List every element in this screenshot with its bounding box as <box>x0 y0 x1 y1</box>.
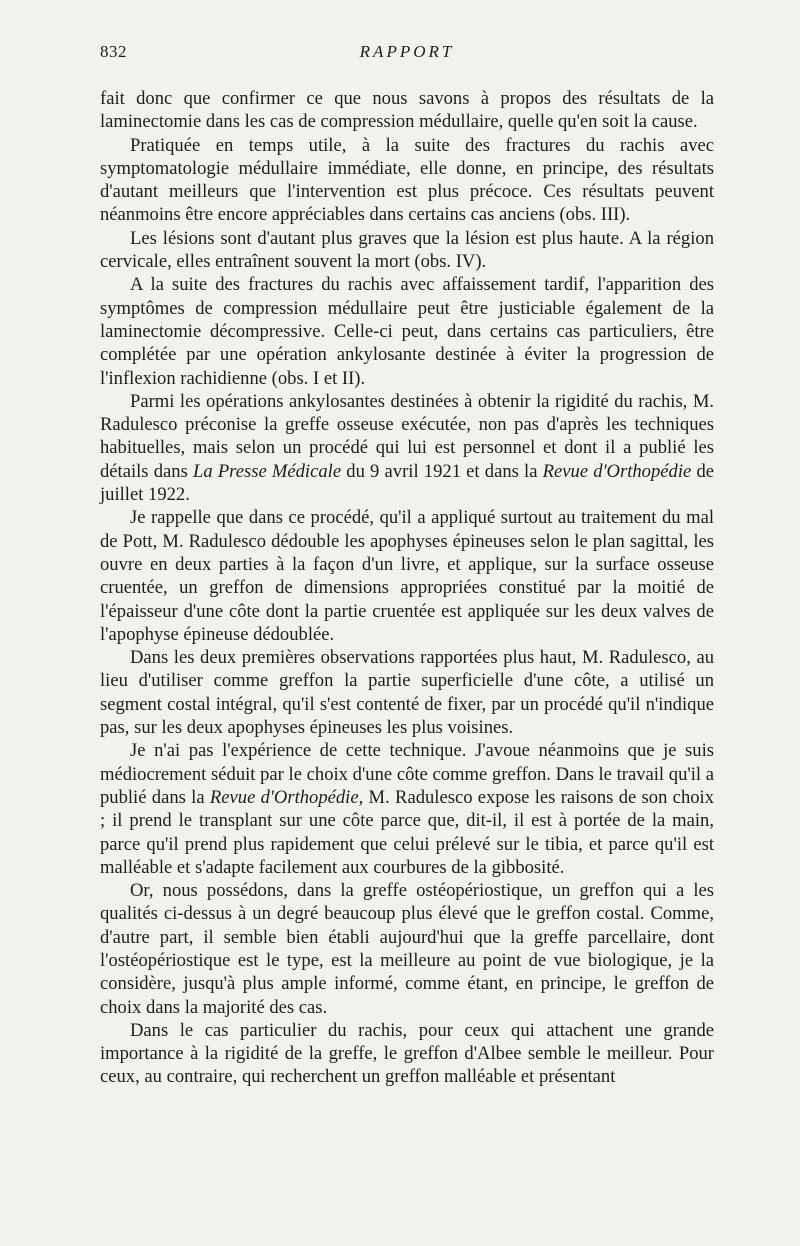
paragraph-text: Je n'ai pas l'expérience de cette technique. J'avoue néanmoins que je suis médiocrement séduit par le choix d'une côte comme greffon. Dans le travail qu'il a publié dans la <box>100 740 714 808</box>
italic-title: Revue d'Orthopédie <box>542 460 692 482</box>
body-text <box>100 87 714 1089</box>
paragraph <box>100 273 714 389</box>
paragraph-text: Dans les deux premières observations rapportées plus haut, M. Radulesco, au lieu d'utiliser comme greffon la partie superficielle d'une côte, a utilisé un segment costal intégral, qu'il s'est contenté de fixer, par un procédé qu'il n'indique pas, sur les deux apophyses épineuses les plus voisines. <box>100 647 714 739</box>
paragraph-text: Je rappelle que dans ce procédé, qu'il a appliqué surtout au traitement du mal de Pott, M. Radulesco dédouble les apophyses épineuses selon le plan sagittal, les ouvre en deux parties à la façon d'un livre, et applique, sur la surface osseuse cruentée, un greffon de dimensions appropriées constitué par la moitié de l'épaisseur d'une côte dont la partie cruentée est appliquée sur les deux valves de l'apophyse épineuse dédoublée. <box>100 507 714 645</box>
paragraph-text: Les lésions sont d'autant plus graves que la lésion est plus haute. A la région cervicale, elles entraînent souvent la mort (obs. IV). <box>100 227 714 273</box>
paragraph-text: Pratiquée en temps utile, à la suite des fractures du rachis avec symptomatologie médullaire immédiate, elle donne, en principe, des résultats d'autant meilleurs que l'intervention est plus précoce. Ces résultats peuvent néanmoins être encore appréciables dans certains cas anciens (obs. III). <box>100 134 714 226</box>
page-header <box>100 42 714 68</box>
paragraph-text: A la suite des fractures du rachis avec affaissement tardif, l'apparition des symptômes de compression médullaire peut être justiciable également de la laminectomie décompressive. Celle-ci peut, dans certains cas particuliers, être complétée par une opération ankylosante destinée à éviter la progression de l'inflexion rachidienne (obs. I et II). <box>100 274 714 389</box>
italic-title: La Presse Médicale <box>193 460 342 482</box>
paragraph-text: de juillet 1922. <box>100 460 714 506</box>
paragraph-text: Or, nous possédons, dans la greffe ostéopériostique, un greffon qui a les qualités ci-dessus à un degré beaucoup plus élevé que le greffon costal. Comme, d'autre part, il semble bien établi aujourd'hui que la greffe parcellaire, dont l'ostéopériostique est le type, est la meilleure au point de vue biologique, je la considère, jusqu'à plus ample informé, comme étant, en principe, le greffon de choix dans la majorité des cas. <box>100 880 714 1018</box>
paragraph <box>100 227 714 274</box>
paragraph-text: Parmi les opérations ankylosantes destinées à obtenir la rigidité du rachis, M. Radulesco préconise la greffe osseuse exécutée, non pas d'après les techniques habituelles, mais selon un procédé qui lui est personnel et dont il a publié les détails dans <box>100 390 714 482</box>
paragraph <box>100 87 714 134</box>
paragraph-text: , M. Radulesco expose les raisons de son choix ; il prend le transplant sur une côte parce que, dit-il, il est à portée de la main, parce qu'il prend plus rapidement que celui prélevé sur le tibia, et parce qu'il est malléable et s'adapte facilement aux courbures de la gibbosité. <box>100 786 714 878</box>
running-title: RAPPORT <box>359 42 455 61</box>
paragraph-text: fait donc que confirmer ce que nous savons à propos des résultats de la laminectomie dans les cas de compression médullaire, quelle qu'en soit la cause. <box>100 88 714 133</box>
paragraph-text: Dans le cas particulier du rachis, pour ceux qui attachent une grande importance à la rigidité de la greffe, le greffon d'Albee semble le meilleur. Pour ceux, au contraire, qui recherchent un greffon malléable et présentant <box>100 1019 714 1088</box>
italic-title: Revue d'Orthopédie <box>209 786 359 808</box>
paragraph <box>100 506 714 646</box>
paragraph <box>100 879 714 1019</box>
paragraph <box>100 646 714 739</box>
paragraph <box>100 739 714 879</box>
page-number: 832 <box>100 42 127 61</box>
paragraph-text: du 9 avril 1921 et dans la <box>341 460 543 482</box>
paragraph <box>100 390 714 506</box>
paragraph <box>100 134 714 227</box>
paragraph <box>100 1019 714 1089</box>
